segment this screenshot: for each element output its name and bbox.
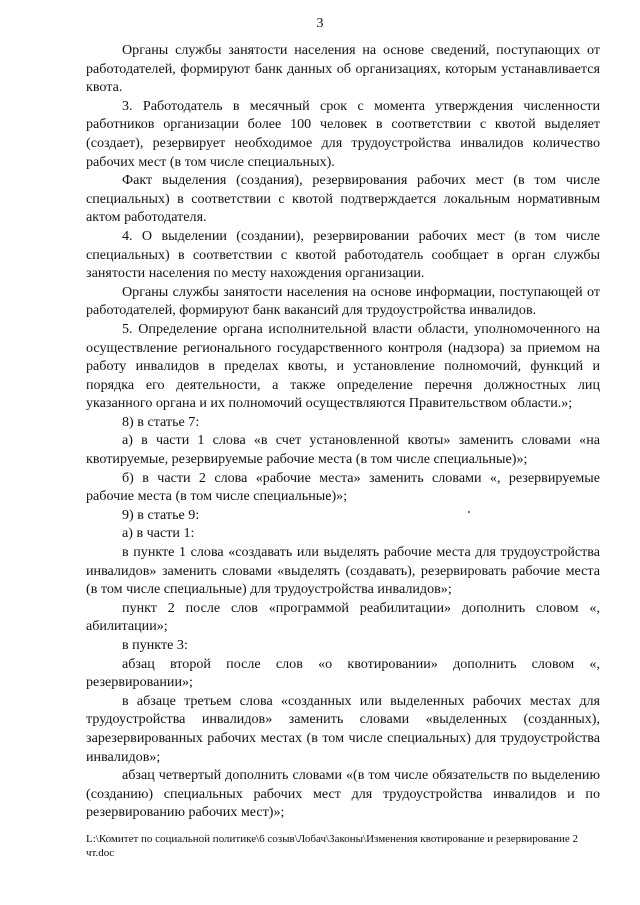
page-number: 3 (316, 16, 324, 31)
footer-path-line-2: чт.doc (86, 847, 115, 859)
document-body (86, 41, 600, 822)
paragraph-article-7-part-1: а) в части 1 слова «в счет установленной квоты» заменить словами «на квотируемые, резервируемые рабочие места (в том числе специальные)»; (86, 432, 600, 468)
scan-speck (468, 511, 470, 513)
paragraph-item-5: 5. Определение органа исполнительной власти области, уполномоченного на осуществление регионального государственного контроля (надзора) за приемом на работу инвалидов в пределах квоты, и установление полномочий, функций и порядка его деятельности, а также определение перечня должностных лиц указанного органа и их полномочий осуществляются Правительством области.»; (86, 320, 600, 412)
paragraph-article-7: 8) в статье 7: (122, 413, 200, 430)
paragraph-article-9: 9) в статье 9: (122, 506, 200, 523)
paragraph-clause-3-abzac-2: абзац второй после слов «о квотировании» дополнить словом «, резервировании»; (86, 655, 600, 691)
paragraph-item-4: 4. О выделении (создании), резервировании рабочих мест (в том числе специальных) в соответствии с квотой работодатель сообщает в орган службы занятости населения по месту нахождения организации. (86, 227, 600, 282)
paragraph-item-3: 3. Работодатель в месячный срок с момента утверждения численности работников организации более 100 человек в соответствии с квотой выделяет (создает), резервирует необходимое для трудоустройства инвалидов количество рабочих мест (в том числе специальных). (86, 97, 600, 170)
paragraph-article-9-part-1: а) в части 1: (122, 525, 195, 542)
paragraph-clause-3-abzac-3: в абзаце третьем слова «созданных или выделенных рабочих местах для трудоустройства инвалидов» заменить словами «выделенных (созданных), зарезервированных рабочих местах (в том числе специальных) для трудоустройства инвалидов»; (86, 692, 600, 765)
paragraph-clause-1: в пункте 1 слова «создавать или выделять рабочие места для трудоустройства инвалидов» заменить словами «выделять (создавать), резервировать рабочие места (в том числе специальные) для трудоустройства инвалидов»; (86, 544, 600, 598)
footer-path-line-1: L:\Комитет по социальной политике\6 созыв\Лобач\Законы\Изменения квотирование и резервирование 2 (86, 833, 579, 845)
paragraph-clause-3-abzac-4: абзац четвертый дополнить словами «(в том числе обязательств по выделению (созданию) специальных рабочих мест для трудоустройства инвалидов и по резервированию рабочих мест)»; (86, 767, 600, 821)
paragraph-vacancy-bank: Органы службы занятости населения на основе информации, поступающей от работодателей, формируют банк вакансий для трудоустройства инвалидов. (86, 283, 600, 319)
paragraph-employment-services-database: Органы службы занятости населения на основе сведений, поступающих от работодателей, формируют банк данных об организациях, которым устанавливается квота. (86, 42, 600, 96)
paragraph-clause-3: в пункте 3: (122, 637, 188, 653)
paragraph-clause-2: пункт 2 после слов «программой реабилитации» дополнить словом «, абилитации»; (86, 599, 600, 635)
paragraph-article-7-part-2: б) в части 2 слова «рабочие места» заменить словами «, резервируемые рабочие места (в том числе специальные)»; (86, 469, 600, 505)
paragraph-allocation-fact: Факт выделения (создания), резервирования рабочих мест (в том числе специальных) в соответствии с квотой подтверждается локальным нормативным актом работодателя. (86, 172, 600, 226)
file-path-footer (86, 832, 606, 860)
